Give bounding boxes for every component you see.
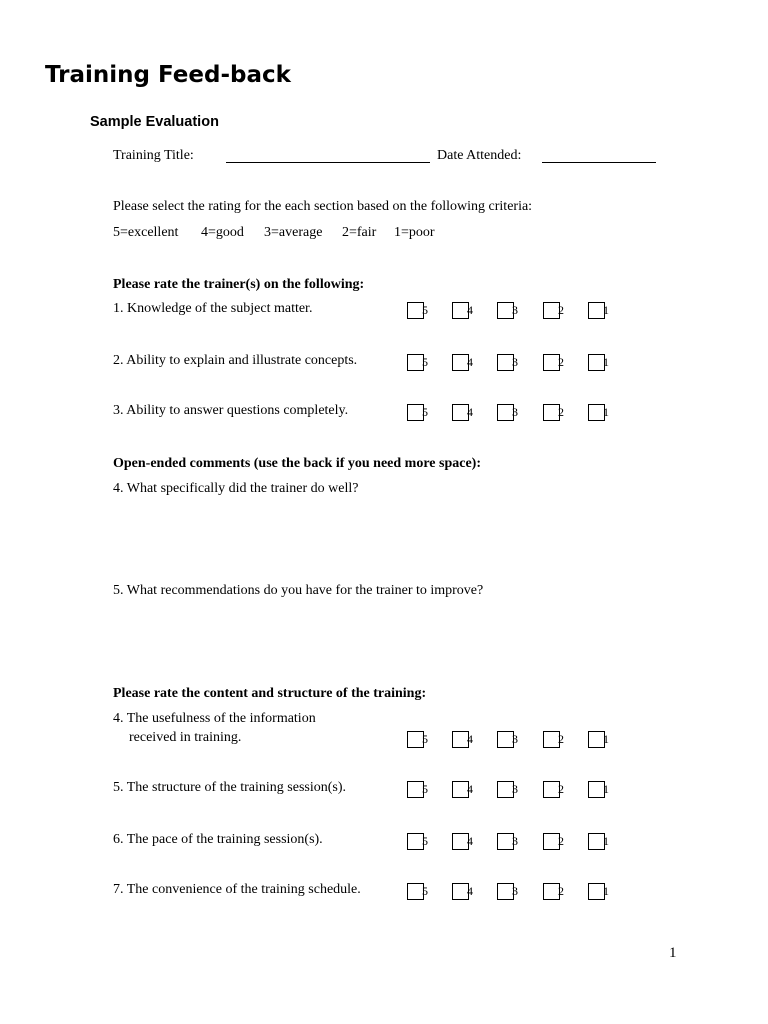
rating-value-label: 3 xyxy=(512,782,518,796)
open-question-4: 4. What specifically did the trainer do well? xyxy=(113,481,359,496)
rating-value-label: 1 xyxy=(603,732,609,746)
rating-value-label: 4 xyxy=(467,782,473,796)
rating-checkbox-3[interactable] xyxy=(497,883,518,899)
trainer-item-2: 2. Ability to explain and illustrate concepts. xyxy=(113,353,358,368)
rating-value-label: 2 xyxy=(558,405,564,419)
trainer-item-3: 3. Ability to answer questions completely. xyxy=(113,403,349,418)
rating-checkbox-2[interactable] xyxy=(543,833,564,849)
rating-value-label: 5 xyxy=(422,355,428,369)
rating-checkbox-5[interactable] xyxy=(407,781,428,797)
rating-value-label: 1 xyxy=(603,782,609,796)
rating-checkbox-3[interactable] xyxy=(497,354,518,370)
rating-value-label: 2 xyxy=(558,355,564,369)
rating-value-label: 4 xyxy=(467,834,473,848)
rating-value-label: 4 xyxy=(467,884,473,898)
rating-value-label: 3 xyxy=(512,884,518,898)
rating-checkbox-4[interactable] xyxy=(452,883,473,899)
rating-checkbox-5[interactable] xyxy=(407,404,428,420)
rating-checkbox-4[interactable] xyxy=(452,781,473,797)
rating-checkbox-4[interactable] xyxy=(452,354,473,370)
trainer-item-1: 1. Knowledge of the subject matter. xyxy=(113,301,313,316)
rating-checkbox-1[interactable] xyxy=(588,354,609,370)
section-subtitle: Sample Evaluation xyxy=(90,114,219,130)
rating-checkbox-2[interactable] xyxy=(543,883,564,899)
rating-value-label: 2 xyxy=(558,303,564,317)
rating-value-label: 1 xyxy=(603,834,609,848)
rating-value-label: 1 xyxy=(603,303,609,317)
rating-checkbox-5[interactable] xyxy=(407,731,428,747)
rating-checkbox-4[interactable] xyxy=(452,404,473,420)
date-attended-label: Date Attended: xyxy=(437,148,522,163)
rating-checkbox-4[interactable] xyxy=(452,731,473,747)
criteria-poor: 1=poor xyxy=(394,225,435,240)
rating-checkbox-1[interactable] xyxy=(588,302,609,318)
criteria-fair: 2=fair xyxy=(342,225,377,240)
rating-value-label: 1 xyxy=(603,884,609,898)
rating-checkbox-5[interactable] xyxy=(407,883,428,899)
rating-value-label: 4 xyxy=(467,303,473,317)
rating-checkbox-1[interactable] xyxy=(588,404,609,420)
instructions-text: Please select the rating for the each section based on the following criteria: xyxy=(113,199,533,214)
rating-checkbox-3[interactable] xyxy=(497,781,518,797)
rating-checkbox-5[interactable] xyxy=(407,354,428,370)
rating-checkbox-5[interactable] xyxy=(407,833,428,849)
open-question-5: 5. What recommendations do you have for the trainer to improve? xyxy=(113,583,484,598)
page-title: Training Feed-back xyxy=(45,62,291,88)
date-attended-field[interactable] xyxy=(542,162,656,163)
rating-checkbox-1[interactable] xyxy=(588,731,609,747)
rating-value-label: 5 xyxy=(422,732,428,746)
rating-value-label: 5 xyxy=(422,782,428,796)
rating-value-label: 2 xyxy=(558,834,564,848)
rating-checkbox-1[interactable] xyxy=(588,833,609,849)
criteria-good: 4=good xyxy=(201,225,244,240)
rating-value-label: 3 xyxy=(512,303,518,317)
open-section-heading: Open-ended comments (use the back if you need more space): xyxy=(113,456,481,471)
rating-value-label: 4 xyxy=(467,355,473,369)
training-title-label: Training Title: xyxy=(113,148,194,163)
rating-checkbox-3[interactable] xyxy=(497,302,518,318)
rating-value-label: 2 xyxy=(558,884,564,898)
page-number: 1 xyxy=(669,945,677,961)
rating-checkbox-4[interactable] xyxy=(452,302,473,318)
content-section-heading: Please rate the content and structure of the training: xyxy=(113,686,427,701)
rating-value-label: 5 xyxy=(422,303,428,317)
rating-checkbox-2[interactable] xyxy=(543,404,564,420)
content-item-4-line2: received in training. xyxy=(129,730,242,745)
training-title-field[interactable] xyxy=(226,162,430,163)
rating-checkbox-2[interactable] xyxy=(543,354,564,370)
rating-checkbox-3[interactable] xyxy=(497,731,518,747)
rating-checkbox-5[interactable] xyxy=(407,302,428,318)
rating-checkbox-3[interactable] xyxy=(497,833,518,849)
rating-value-label: 5 xyxy=(422,884,428,898)
criteria-excellent: 5=excellent xyxy=(113,225,179,240)
rating-checkbox-1[interactable] xyxy=(588,781,609,797)
rating-value-label: 3 xyxy=(512,732,518,746)
rating-value-label: 1 xyxy=(603,355,609,369)
trainer-section-heading: Please rate the trainer(s) on the following: xyxy=(113,277,365,292)
rating-value-label: 2 xyxy=(558,732,564,746)
rating-value-label: 3 xyxy=(512,355,518,369)
rating-checkbox-1[interactable] xyxy=(588,883,609,899)
rating-value-label: 5 xyxy=(422,834,428,848)
rating-value-label: 3 xyxy=(512,405,518,419)
rating-checkbox-2[interactable] xyxy=(543,302,564,318)
rating-value-label: 5 xyxy=(422,405,428,419)
content-item-7: 7. The convenience of the training schedule. xyxy=(113,882,361,897)
rating-value-label: 2 xyxy=(558,782,564,796)
rating-checkbox-2[interactable] xyxy=(543,731,564,747)
content-item-6: 6. The pace of the training session(s). xyxy=(113,832,323,847)
rating-checkbox-4[interactable] xyxy=(452,833,473,849)
content-item-4-line1: 4. The usefulness of the information xyxy=(113,711,316,726)
rating-value-label: 4 xyxy=(467,405,473,419)
rating-checkbox-2[interactable] xyxy=(543,781,564,797)
rating-checkbox-3[interactable] xyxy=(497,404,518,420)
rating-value-label: 3 xyxy=(512,834,518,848)
rating-value-label: 4 xyxy=(467,732,473,746)
content-item-5: 5. The structure of the training session(s). xyxy=(113,780,347,795)
criteria-average: 3=average xyxy=(264,225,323,240)
rating-value-label: 1 xyxy=(603,405,609,419)
